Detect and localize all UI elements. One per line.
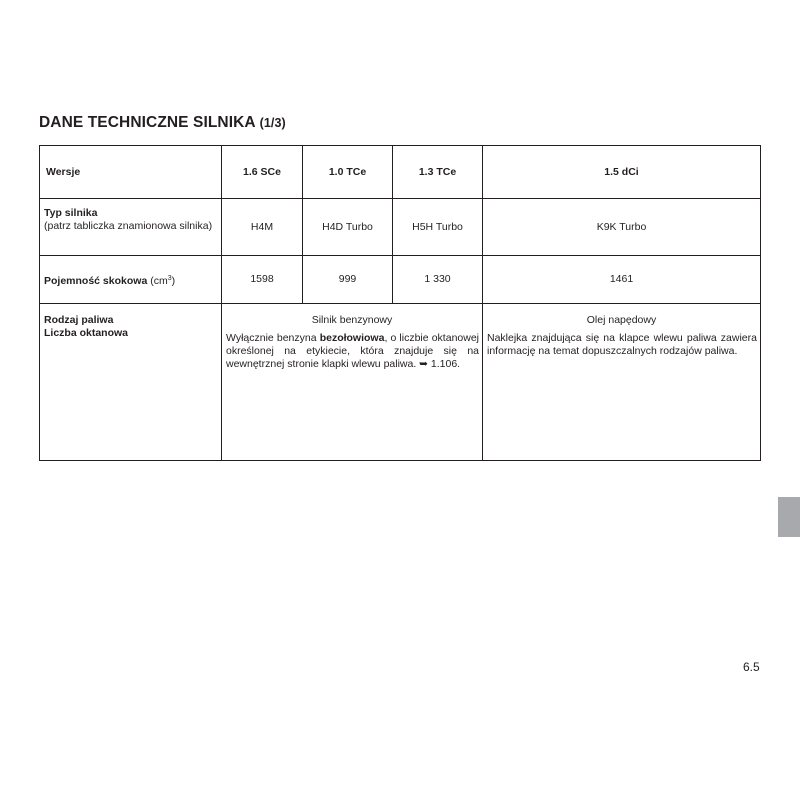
diesel-fuel-cell — [483, 304, 761, 461]
capacity-unit — [150, 275, 175, 287]
table-cell: 1 330 — [393, 256, 483, 304]
table-cell: 999 — [303, 256, 393, 304]
diesel-description: Naklejka znajdująca się na klapce wlewu paliwa zawiera informację na temat dopuszczalnych rodzajów paliwa. — [487, 332, 757, 357]
engine-type-note: (patrz tabliczka znamionowa silnika) — [44, 220, 213, 232]
column-header: 1.5 dCi — [483, 146, 761, 199]
petrol-text-bold: bezołowiowa — [319, 332, 385, 344]
versions-label: Wersje — [40, 146, 222, 199]
page-title — [39, 114, 286, 132]
octane-label: Liczba oktanowa — [44, 327, 129, 339]
table-row-engine-type — [40, 199, 761, 256]
table-row-fuel — [40, 304, 761, 461]
fuel-label-cell — [40, 304, 222, 461]
table-cell: K9K Turbo — [483, 199, 761, 256]
engine-type-label-cell — [40, 199, 222, 256]
capacity-unit-prefix: (cm — [150, 274, 168, 287]
table-row-capacity — [40, 256, 761, 304]
engine-spec-table — [39, 145, 761, 461]
capacity-unit-suffix: ) — [171, 274, 176, 287]
page-number: 6.5 — [743, 660, 760, 674]
petrol-text-start: Wyłącznie benzyna — [226, 332, 320, 344]
page-title-main: DANE TECHNICZNE SILNIKA — [39, 114, 256, 131]
engine-type-label: Typ silnika — [44, 207, 98, 219]
diesel-title: Olej napędowy — [586, 314, 657, 326]
table-cell: H5H Turbo — [393, 199, 483, 256]
capacity-label-cell — [40, 256, 222, 304]
petrol-title: Silnik benzynowy — [311, 314, 393, 326]
column-header: 1.0 TCe — [303, 146, 393, 199]
table-cell: 1598 — [222, 256, 303, 304]
column-header: 1.6 SCe — [222, 146, 303, 199]
fuel-type-label: Rodzaj paliwa — [44, 314, 114, 326]
table-header-row — [40, 146, 761, 199]
petrol-fuel-cell — [222, 304, 483, 461]
capacity-unit-superscript: 3 — [167, 274, 172, 282]
table-cell: H4D Turbo — [303, 199, 393, 256]
capacity-label: Pojemność skokowa — [44, 274, 148, 287]
petrol-text-end: , o liczbie oktanowej określonej na etykiecie, która znajduje się na wewnętrznej stronie klapki wlewu paliwa. ➥ 1.106. — [226, 332, 480, 370]
column-header: 1.3 TCe — [393, 146, 483, 199]
section-tab-marker — [778, 497, 800, 537]
table-cell: 1461 — [483, 256, 761, 304]
page-title-suffix: (1/3) — [259, 116, 286, 130]
table-cell: H4M — [222, 199, 303, 256]
petrol-description — [222, 327, 482, 371]
